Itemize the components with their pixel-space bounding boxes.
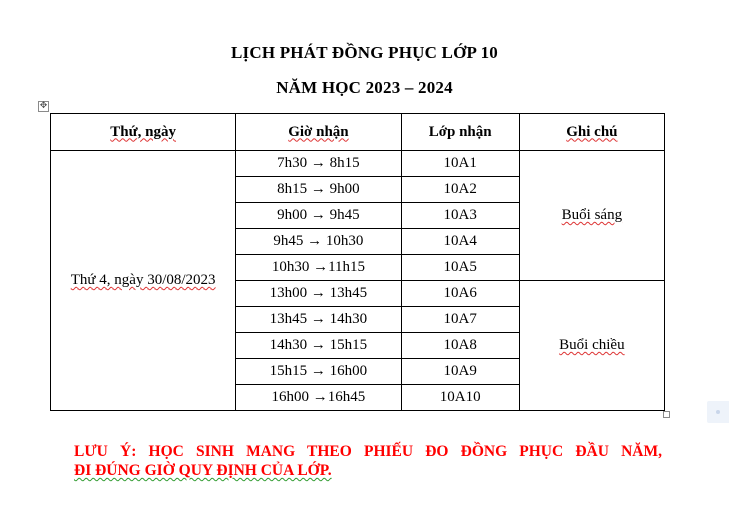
class-cell: 10A8 bbox=[401, 333, 519, 359]
class-cell: 10A7 bbox=[401, 307, 519, 333]
class-cell: 10A5 bbox=[401, 255, 519, 281]
table-move-handle-icon[interactable]: ✥ bbox=[39, 101, 48, 111]
class-cell: 10A6 bbox=[401, 281, 519, 307]
time-cell: 13h45 → 14h30 bbox=[236, 307, 401, 333]
class-cell: 10A10 bbox=[401, 385, 519, 411]
side-panel-dot-icon bbox=[716, 410, 720, 414]
time-cell: 9h00 → 9h45 bbox=[236, 203, 401, 229]
table-header-row bbox=[51, 114, 665, 151]
time-cell: 13h00 → 13h45 bbox=[236, 281, 401, 307]
header-time: Giờ nhận bbox=[236, 114, 401, 151]
class-cell: 10A2 bbox=[401, 177, 519, 203]
class-cell: 10A4 bbox=[401, 229, 519, 255]
footer-note-line2: ĐI ĐÚNG GIỜ QUY ĐỊNH CỦA LỚP. bbox=[74, 462, 332, 479]
date-cell: Thứ 4, ngày 30/08/2023 bbox=[51, 151, 236, 411]
class-cell: 10A9 bbox=[401, 359, 519, 385]
time-cell: 9h45 → 10h30 bbox=[236, 229, 401, 255]
school-year-title: NĂM HỌC 2023 – 2024 bbox=[276, 78, 453, 97]
time-cell: 7h30 → 8h15 bbox=[236, 151, 401, 177]
header-day: Thứ, ngày bbox=[51, 114, 236, 151]
document-title: LỊCH PHÁT ĐỒNG PHỤC LỚP 10 bbox=[231, 43, 498, 62]
table-row bbox=[51, 151, 665, 177]
note-cell-afternoon: Buổi chiều bbox=[519, 281, 664, 411]
time-cell: 8h15 → 9h00 bbox=[236, 177, 401, 203]
header-class: Lớp nhận bbox=[401, 114, 519, 151]
note-cell-morning: Buổi sáng bbox=[519, 151, 664, 281]
time-cell: 10h30 →11h15 bbox=[236, 255, 401, 281]
uniform-schedule-table bbox=[50, 113, 665, 411]
class-cell: 10A3 bbox=[401, 203, 519, 229]
class-cell: 10A1 bbox=[401, 151, 519, 177]
time-cell: 16h00 →16h45 bbox=[236, 385, 401, 411]
table-resize-handle[interactable] bbox=[663, 411, 670, 418]
time-cell: 14h30 → 15h15 bbox=[236, 333, 401, 359]
header-note: Ghi chú bbox=[519, 114, 664, 151]
footer-note-line1: LƯU Ý: HỌC SINH MANG THEO PHIẾU ĐO ĐỒNG PHỤC ĐẦU NĂM, bbox=[74, 443, 662, 460]
time-cell: 15h15 → 16h00 bbox=[236, 359, 401, 385]
side-panel-tab[interactable] bbox=[707, 401, 729, 423]
